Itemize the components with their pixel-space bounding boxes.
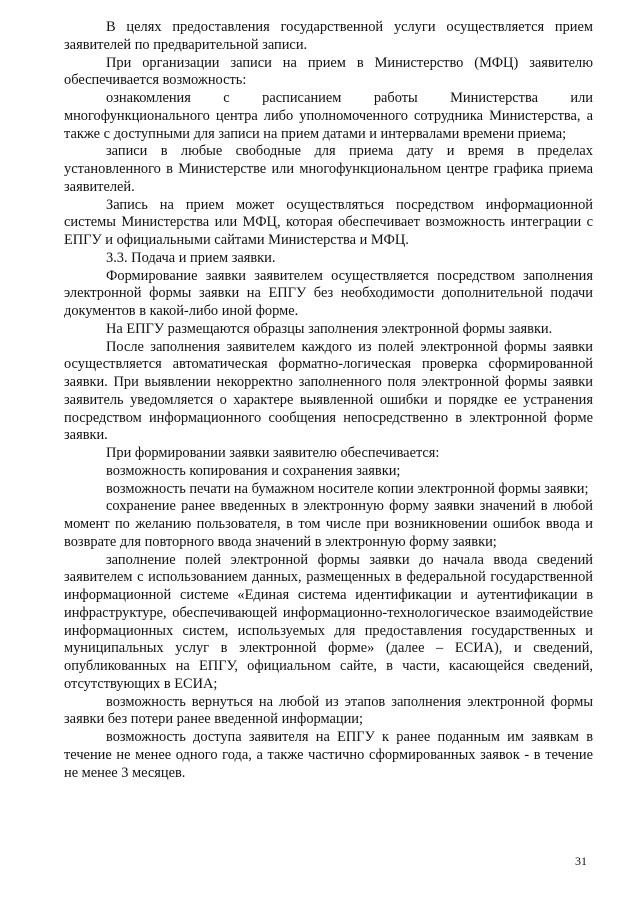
list-item: возможность вернуться на любой из этапов заполнения электронной формы заявки без потери ранее введенной информации; [64, 693, 593, 728]
paragraph: В целях предоставления государственной услуги осуществляется прием заявителей по предварительной записи. [64, 19, 593, 53]
paragraph: После заполнения заявителем каждого из полей электронной формы заявки осуществляется автоматическая форматно-логическая проверка сформированной заявки. При выявлении некорректно заполненного поля электронной формы заявки заявитель уведомляется о характере выявленной ошибки и порядке ее устранения посредством информационного сообщения непосредственно в электронной форме заявки. [64, 338, 593, 444]
section-heading: 3.3. Подача и прием заявки. [106, 249, 276, 266]
paragraph: Запись на прием может осуществляться посредством информационной системы Министерства или МФЦ, которая обеспечивает возможность интеграции с ЕПГУ и официальными сайтами Министерства и МФЦ. [64, 196, 593, 248]
list-item: возможность копирования и сохранения заявки; [106, 462, 401, 479]
list-item: возможность доступа заявителя на ЕПГУ к ранее поданным им заявкам в течение не менее одного года, а также частично сформированных заявок - в течение не менее 3 месяцев. [64, 729, 593, 781]
paragraph: При организации записи на прием в Министерство (МФЦ) заявителю обеспечивается возможность: [64, 54, 593, 89]
paragraph: Формирование заявки заявителем осуществляется посредством заполнения электронной формы заявки на ЕПГУ без необходимости дополнительной подачи документов в какой-либо иной форме. [64, 267, 593, 319]
list-item: сохранение ранее введенных в электронную форму заявки значений в любой момент по желанию пользователя, в том числе при возникновении ошибок ввода и возврате для повторного ввода значений в электронную форму заявки; [64, 498, 593, 550]
list-item: заполнение полей электронной формы заявки до начала ввода сведений заявителем с использованием данных, размещенных в федеральной государственной информационной системе «Единая система идентификации и аутентификации в инфраструктуре, обеспечивающей информационно-технологическое взаимодействие информационных систем, используемых для предоставления государственных и муниципальных услуг в электронной форме» (далее – ЕСИА), и сведений, опубликованных на ЕПГУ, официальном сайте, в части, касающейся сведений, отсутствующих в ЕСИА; [64, 551, 593, 692]
page-number: 31 [575, 854, 587, 868]
document-page [64, 19, 593, 782]
paragraph: На ЕПГУ размещаются образцы заполнения электронной формы заявки. [106, 320, 553, 337]
paragraph: записи в любые свободные для приема дату и время в пределах установленного в Министерстве или многофункциональном центре графика приема заявителей. [64, 143, 593, 195]
paragraph: ознакомления с расписанием работы Министерства или многофункционального центра либо уполномоченного сотрудника Министерства, а также с доступными для записи на прием датами и интервалами времени приема; [64, 90, 593, 142]
paragraph: При формировании заявки заявителю обеспечивается: [106, 445, 440, 461]
list-item: возможность печати на бумажном носителе копии электронной формы заявки; [106, 480, 589, 497]
